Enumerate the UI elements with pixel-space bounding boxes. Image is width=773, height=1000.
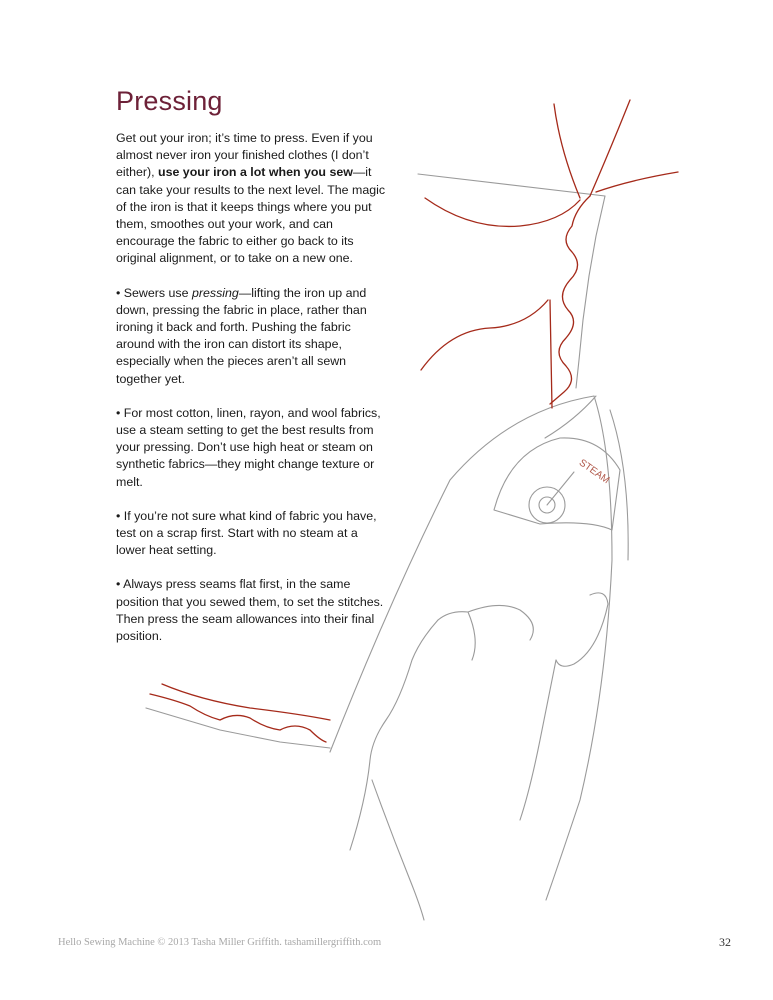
- iron-handle-curve: [610, 410, 628, 560]
- intro-emphasis: use your iron a lot when you sew: [158, 165, 353, 180]
- thread-tail-top: [554, 104, 580, 198]
- page-footer: Hello Sewing Machine © 2013 Tasha Miller Griffith. tashamillergriffith.com: [58, 937, 382, 948]
- thread-tail-left: [425, 198, 580, 226]
- page-title: Pressing: [116, 86, 223, 116]
- iron-outline-left: [330, 396, 594, 752]
- page-number: 32: [719, 935, 731, 949]
- bottom-stitch-zigzag: [150, 694, 326, 742]
- hand-knuckles: [468, 605, 533, 640]
- pressing-tip-end: —lifting the iron up and down, pressing the fabric in place, rather than ironing it back and forth. Pushing the fabric around with the iron can distort its shape, especially when the pieces aren’t all sewn together yet.: [116, 285, 367, 386]
- steam-tip: • For most cotton, linen, rayon, and wool fabrics, use a steam setting to get the best results from your pressing. Don’t use high heat or steam on synthetic fabrics—they might change texture or melt.: [116, 405, 381, 489]
- pressing-term: pressing: [191, 285, 239, 300]
- intro-text-start: Get out your iron; it’s time to press. Even if you almost never iron your finished clothes (I don’t either),: [116, 131, 373, 180]
- pressing-tip-start: • Sewers use: [116, 285, 192, 300]
- temperature-dial-pointer: [547, 472, 574, 505]
- bottom-thread-line: [162, 684, 330, 720]
- fabric-bottom-edge: [146, 708, 330, 748]
- seam-press-tip: • Always press seams flat first, in the same position that you sewed them, to set the stitches. Then press the seam allowances into their final position.: [116, 577, 384, 644]
- thread-tail-short: [550, 300, 552, 408]
- hand-thumb: [556, 593, 608, 666]
- fabric-top-edge: [418, 174, 605, 196]
- thread-tail-mid: [421, 300, 548, 370]
- intro-text-end: —it can take your results to the next level. The magic of the iron is that it keeps things where you put them, smoothes out your work, and can encourage the fabric to either go back to its original alignment, or to take on a new one.: [116, 165, 386, 266]
- hand-wrist: [438, 612, 475, 660]
- temperature-dial-arc: [494, 438, 620, 530]
- steam-label: STEAM: [576, 457, 612, 487]
- hand-outer-edge: [372, 780, 424, 920]
- fabric-right-edge: [576, 196, 605, 388]
- scrap-test-tip: • If you’re not sure what kind of fabric you have, test on a scrap first. Start with no steam at a lower heat setting.: [116, 508, 377, 558]
- hand-fingers: [520, 660, 556, 820]
- thread-tail-up: [590, 100, 630, 196]
- stitch-line: [550, 196, 590, 404]
- hand-palm: [350, 620, 438, 850]
- thread-tail-right: [596, 172, 678, 192]
